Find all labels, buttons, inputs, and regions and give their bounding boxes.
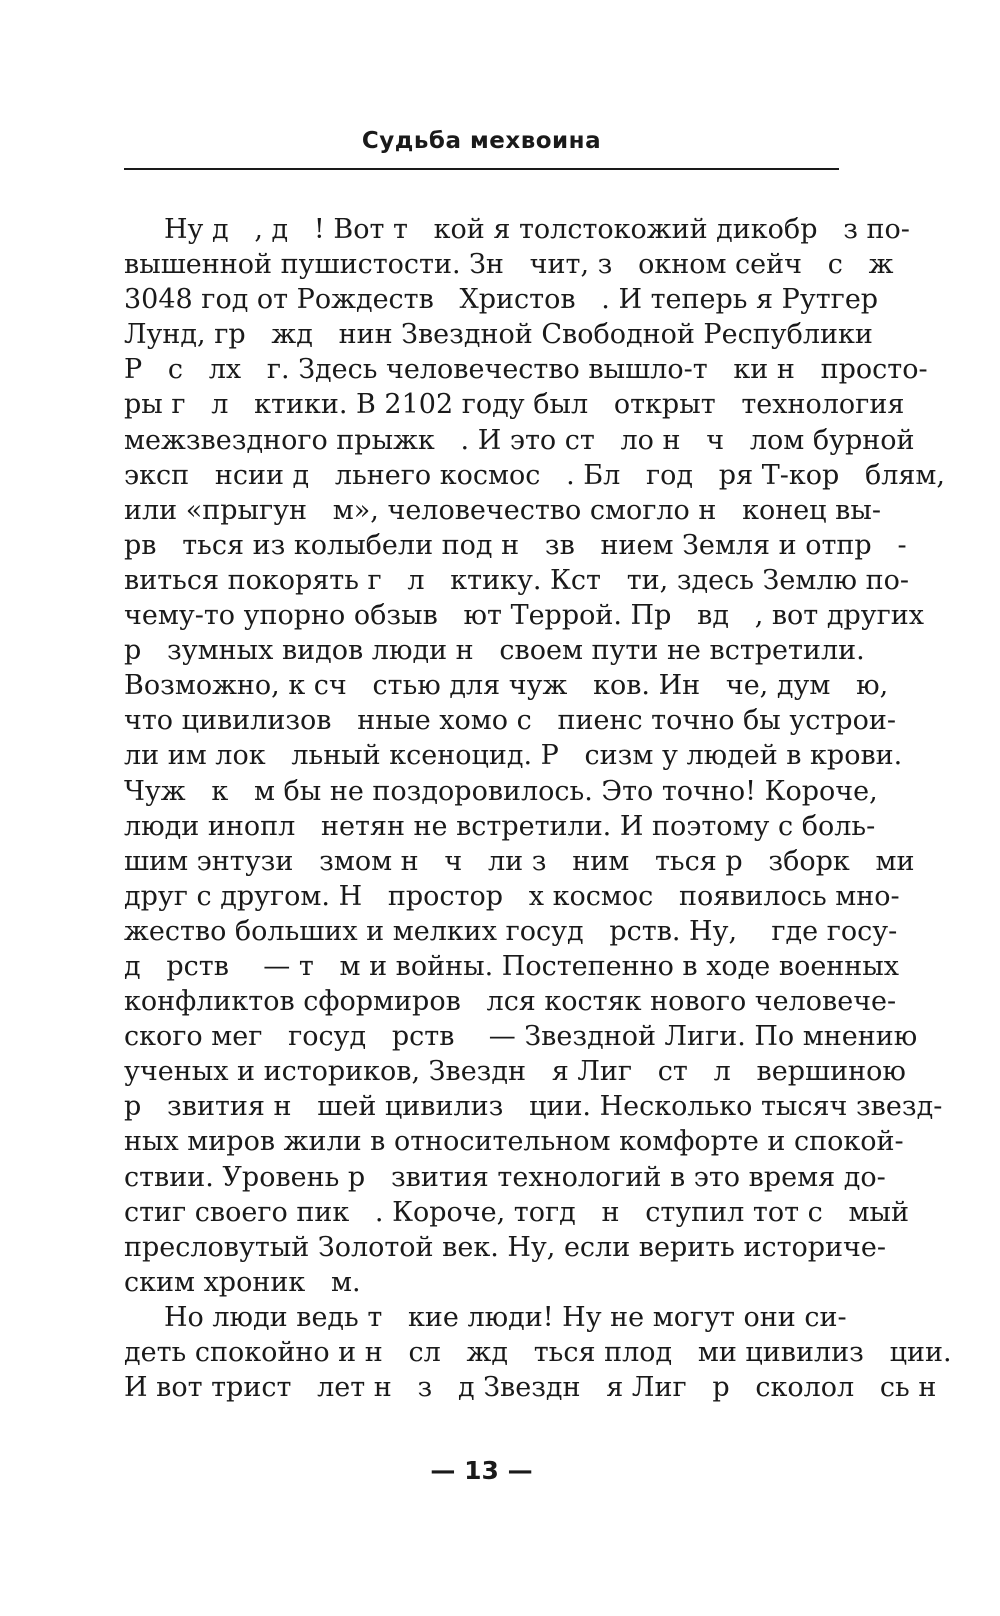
text-line: виться покорять г л ктику. Кст ти, здесь Землю по-: [124, 564, 909, 596]
text-line: что цивилизов нные хомо с пиенс точно бы устрои-: [124, 705, 896, 737]
header-rule: [124, 168, 839, 170]
page-number: — 13 —: [430, 1456, 533, 1485]
text-line: 3048 год от Рождеств Христов . И теперь я Рутгер: [124, 284, 879, 316]
text-line: друг с другом. Н простор х космос появилось мно-: [124, 880, 900, 912]
text-line: межзвездного прыжк . И это ст ло н ч лом бурной: [124, 424, 915, 456]
text-line: ли им лок льный ксеноцид. Р сизм у людей в крови.: [124, 740, 903, 772]
text-line: или «прыгун м», человечество смогло н конец вы-: [124, 494, 881, 526]
text-line: чему-то упорно обзыв ют Террой. Пр вд , вот других: [124, 600, 924, 632]
text-line: ского мег госуд рств — Звездной Лиги. По мнению: [124, 1021, 918, 1053]
text-line: Лунд, гр жд нин Звездной Свободной Республики: [124, 319, 873, 351]
text-line: рв ться из колыбели под н зв нием Земля и отпр -: [124, 529, 907, 561]
text-line: д рств — т м и войны. Постепенно в ходе военных: [124, 950, 900, 982]
text-line: ры г л ктики. В 2102 году был открыт технология: [124, 389, 905, 421]
text-line: ных миров жили в относительном комфорте и спокой-: [124, 1126, 904, 1158]
body-text: [124, 212, 952, 1405]
text-line: вышенной пушистости. Зн чит, з окном сейч с ж: [124, 249, 894, 281]
text-line: Но люди ведь т кие люди! Ну не могут они си-: [164, 1301, 847, 1333]
running-title: Судьба мехвоина: [361, 128, 602, 154]
text-line: ствии. Уровень р звития технологий в это время до-: [124, 1161, 886, 1193]
text-line: р звития н шей цивилиз ции. Несколько тысяч звезд-: [124, 1091, 943, 1123]
text-line: И вот трист лет н з д Звездн я Лиг р сколол сь н: [124, 1372, 937, 1404]
text-line: стиг своего пик . Короче, тогд н ступил тот с мый: [124, 1196, 909, 1228]
text-line: конфликтов сформиров лся костяк нового человече-: [124, 986, 897, 1018]
text-line: Р с лх г. Здесь человечество вышло-т ки н просто-: [124, 354, 928, 386]
text-line: р зумных видов люди н своем пути не встретили.: [124, 635, 865, 667]
text-line: деть спокойно и н сл жд ться плод ми цивилиз ции.: [124, 1337, 952, 1368]
text-line: шим энтузи змом н ч ли з ним ться р зборк ми: [124, 845, 915, 877]
text-line: жество больших и мелких госуд рств. Ну, где госу-: [124, 915, 898, 947]
text-line: Ну д , д ! Вот т кой я толстокожий дикобр з по-: [164, 214, 910, 245]
text-line: Возможно, к сч стью для чуж ков. Ин че, дум ю,: [124, 670, 889, 702]
text-line: эксп нсии д льнего космос . Бл год ря Т-кор блям,: [124, 459, 946, 491]
paragraph-1: [124, 212, 946, 1300]
text-line: ученых и историков, Звездн я Лиг ст л вершиною: [124, 1056, 906, 1088]
text-line: пресловутый Золотой век. Ну, если верить историче-: [124, 1231, 886, 1263]
text-line: ским хроник м.: [124, 1266, 361, 1298]
paragraph-2: [124, 1300, 952, 1405]
text-line: люди инопл нетян не встретили. И поэтому с боль-: [124, 810, 876, 842]
text-line: Чуж к м бы не поздоровилось. Это точно! Короче,: [124, 775, 878, 807]
